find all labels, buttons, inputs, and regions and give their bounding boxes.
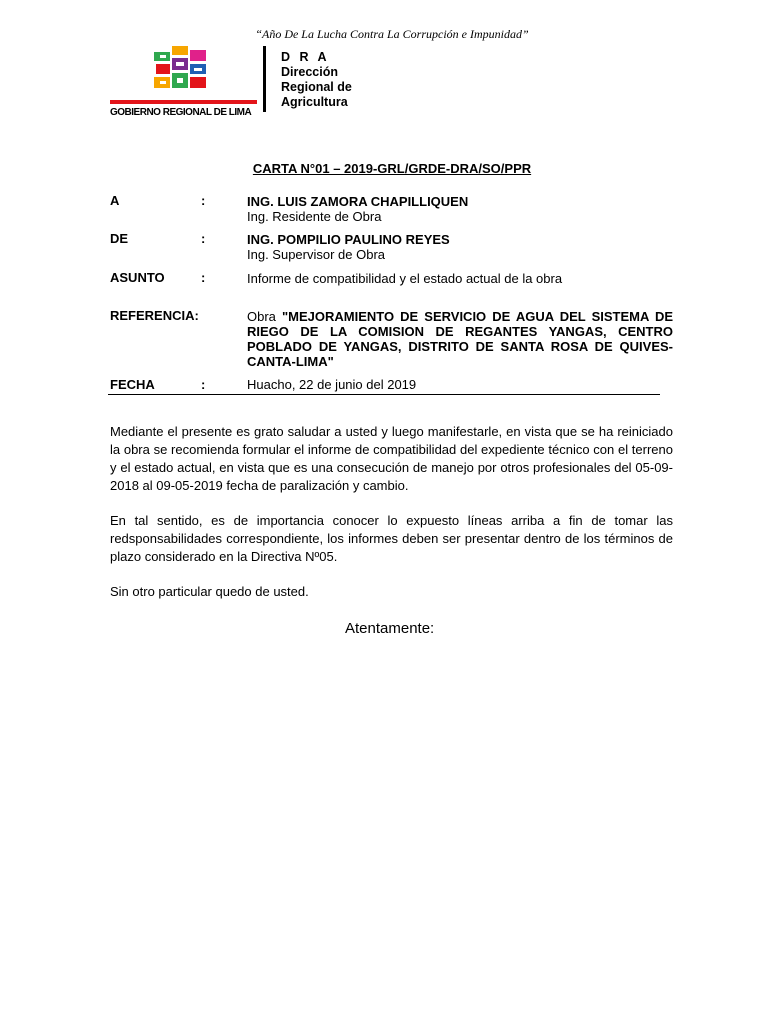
dra-abbreviation: D R A [281,50,330,64]
date-text [247,377,416,392]
closing-salutation: Atentamente: [345,620,435,637]
dra-line-1: Dirección [281,65,338,79]
to-role: Ing. Residente de Obra [247,209,382,224]
reference-project: "MEJORAMIENTO DE SERVICIO DE AGUA DEL SISTEMA DE RIEGO DE LA COMISION DE REGANTES YANGAS, CENTRO POBLADO DE YANGAS, DISTRITO DE SANTA ROSA DE QUIVES-CANTA-LIMA" [247,309,674,369]
to-block [247,194,468,224]
date-rest: , 22 de junio del 2019 [291,377,417,392]
dra-line-3: Agricultura [281,95,348,109]
dra-line-2: Regional de [281,80,352,94]
from-role: Ing. Supervisor de Obra [247,247,386,262]
date-label: FECHA [110,377,155,392]
gobierno-regional-logo [152,44,208,92]
body-paragraph-3: Sin otro particular quedo de usted. [110,584,309,599]
reference-label: REFERENCIA: [110,308,199,323]
header-divider [263,46,266,112]
to-colon: : [201,193,206,208]
gobierno-regional-label: GOBIERNO REGIONAL DE LIMA [110,107,252,118]
body-paragraph-1: Mediante el presente es grato saludar a usted y luego manifestarle, en vista que se ha reiniciado la obra se recomienda formular el informe de compatibilidad del expediente técnico con el terreno y el estado actual, en vista que es una consecución de manejo por otros profesionales del 05-09-2018 al 09-05-2019 fecha de paralización y cambio. [110,424,673,493]
document-motto: “Año De La Lucha Contra La Corrupción e Impunidad” [255,27,529,41]
subject-label: ASUNTO [110,270,165,285]
subject-colon: : [201,270,206,285]
dra-block [281,50,352,110]
reference-prefix: Obra [247,309,282,324]
from-block [247,232,450,262]
from-name: ING. POMPILIO PAULINO REYES [247,232,450,247]
subject-text: Informe de compatibilidad y el estado actual de la obra [247,271,563,286]
body-paragraph-2: En tal sentido, es de importancia conocer lo expuesto líneas arriba a fin de tomar las redsponsabilidades correspondiente, los informes deben ser presentar dentro de los términos de plazo considerado en la Directiva Nº05. [110,513,673,564]
header-rule [108,394,660,395]
to-name: ING. LUIS ZAMORA CHAPILLIQUEN [247,194,469,209]
reference-block [247,309,673,369]
date-colon: : [201,377,206,392]
from-colon: : [201,231,206,246]
letter-title: CARTA N°01 – 2019-GRL/GRDE-DRA/SO/PPR [252,161,532,176]
date-city: Huacho [247,377,292,392]
logo-red-bar [110,100,257,104]
from-label: DE [110,231,129,246]
to-label: A [110,193,120,208]
